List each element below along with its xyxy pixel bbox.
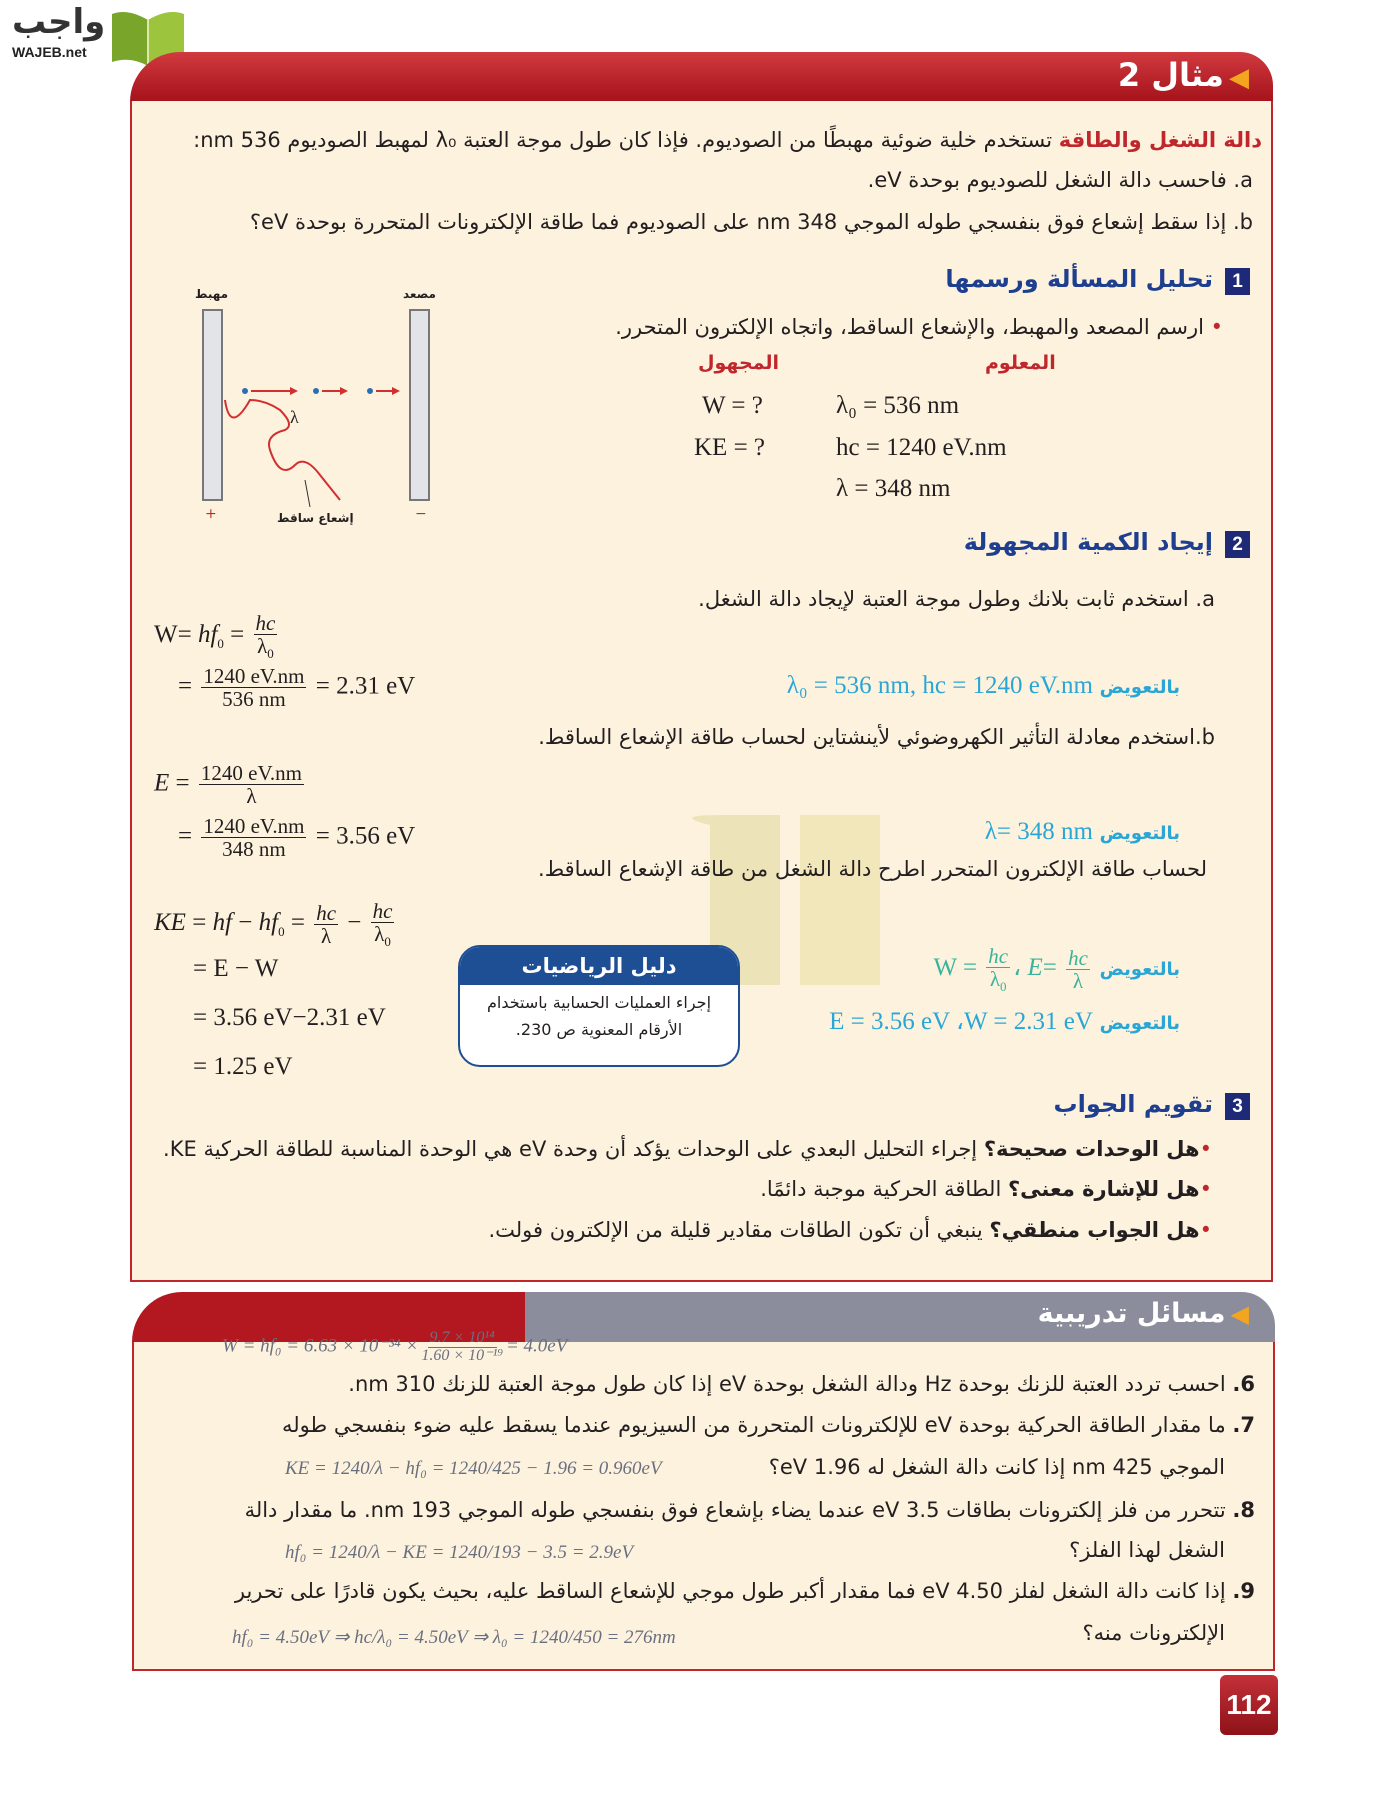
note-6: W = hf₀ = 6.63 × 10⁻³⁴ × $\frac{\text{9.7 × 10¹⁴}}{\text{1.60 × 10⁻¹⁹}}$ = 4.0eV	[222, 1329, 568, 1364]
practice-item-6: 6. احسب تردد العتبة للزنك بوحدة Hz ودالة الشغل بوحدة eV إذا كان طول موجة العتبة للزنك 310 nm.	[348, 1372, 1255, 1396]
known-lambda: λ = 348 nm	[836, 475, 951, 502]
example-title: ◀ مثال 2	[1117, 56, 1249, 94]
practice-item-7-cont: الموجي 425 nm إذا كانت دالة الشغل له 1.96 eV؟	[768, 1455, 1225, 1479]
step2-a: a. استخدم ثابت بلانك وطول موجة العتبة لإيجاد دالة الشغل.	[698, 587, 1215, 611]
minus-sign: −	[415, 506, 427, 522]
ke-step3: = 3.56 eV−2.31 eV	[193, 1004, 386, 1031]
incident-wave	[225, 400, 340, 500]
question-a: a. فاحسب دالة الشغل للصوديوم بوحدة eV.	[867, 168, 1253, 192]
known-label: المعلوم	[985, 352, 1056, 374]
ke-step4: = 1.25 eV	[193, 1053, 293, 1080]
practice-title: ◀ مسائل تدريبية	[1037, 1298, 1249, 1329]
practice-item-9: 9. إذا كانت دالة الشغل لفلز 4.50 eV فما مقدار أكبر طول موجي للإشعاع الساقط عليه، بحيث يكون قادرًا على تحرير	[234, 1579, 1255, 1603]
math-guide-line2: الأرقام المعنوية ص 230.	[515, 1020, 683, 1039]
practice-item-7: 7. ما مقدار الطاقة الحركية بوحدة eV للإلكترونات المتحررة من السيزيوم عندما يسقط عليه ضوء بنفسجي طوله	[281, 1413, 1255, 1437]
question-b: b. إذا سقط إشعاع فوق بنفسجي طوله الموجي 348 nm على الصوديوم فما طاقة الإلكترونات المتحررة بوحدة eV؟	[249, 210, 1253, 234]
unknown-ke: KE = ?	[694, 434, 766, 461]
e-result: = $\frac{1240 eV.nm}{348 nm}$ = 3.56 eV	[178, 814, 416, 862]
substitution-2: بالتعويض λ= 348 nm	[984, 818, 1180, 845]
step2-c: لحساب طاقة الإلكترون المتحرر اطرح دالة الشغل من طاقة الإشعاع الساقط.	[538, 857, 1207, 881]
lambda-label: λ	[290, 407, 299, 427]
cathode-label: مهبط	[195, 287, 229, 301]
unknown-w: W = ?	[702, 392, 763, 419]
note-9: hf₀ = 4.50eV ⇒ hc/λ₀ = 4.50eV ⇒ λ₀ = 1240/450 = 276nm	[232, 1627, 676, 1648]
anode-label: مصعد	[403, 287, 436, 301]
unknown-label: المجهول	[698, 352, 780, 374]
practice-item-8-cont: الشغل لهذا الفلز؟	[1069, 1538, 1225, 1562]
w-equation: $W= hf_0$ = $\frac{hc}{\lambda_0}$	[154, 611, 276, 662]
electron-arrows	[242, 387, 400, 395]
step3-heading: 3تقويم الجواب	[1054, 1090, 1250, 1120]
arrow-left-icon: ◀	[1229, 63, 1249, 93]
example-banner	[130, 52, 1273, 102]
substitution-3: بالتعويض W = $\frac{hc}{\lambda_0}$ ، E= $\frac{hc}{\lambda}$	[933, 944, 1180, 995]
ke-equation: KE = hf − $hf_0$ = $\frac{hc}{\lambda}$ − $\frac{hc}{\lambda_0}$	[154, 899, 393, 950]
check-item: •هل للإشارة معنى؟ الطاقة الحركية موجبة دائمًا.	[760, 1177, 1212, 1201]
step1-bullet: • ارسم المصعد والمهبط، والإشعاع الساقط، واتجاه الإلكترون المتحرر.	[615, 315, 1223, 339]
check-item: •هل الجواب منطقي؟ ينبغي أن تكون الطاقات مقادير قليلة من الإلكترون فولت.	[488, 1218, 1212, 1242]
substitution-4: بالتعويض E = 3.56 eV ،W = 2.31 eV	[829, 1008, 1180, 1035]
incident-label: إشعاع ساقط	[277, 511, 354, 525]
known-lambda0: λ₀ = 536 nm	[836, 392, 960, 419]
step1-heading: 1تحليل المسألة ورسمها	[945, 265, 1250, 295]
note-7: KE = 1240/λ − hf₀ = 1240/425 − 1.96 = 0.960eV	[285, 1458, 662, 1479]
step2-b: b.استخدم معادلة التأثير الكهروضوئي لأينشتاين لحساب طاقة الإشعاع الساقط.	[538, 725, 1215, 749]
practice-item-9-cont: الإلكترونات منه؟	[1082, 1621, 1225, 1645]
arrow-left-icon: ◀	[1230, 1300, 1249, 1328]
math-guide-line1: إجراء العمليات الحسابية باستخدام	[486, 993, 712, 1012]
photocell-diagram	[185, 285, 455, 535]
e-equation: E = $\frac{1240 eV.nm}{\lambda}$	[154, 761, 303, 809]
logo-text: واجب	[12, 2, 106, 42]
note-8: hf₀ = 1240/λ − KE = 1240/193 − 3.5 = 2.9eV	[285, 1542, 634, 1563]
page-number: 112	[1220, 1675, 1278, 1735]
practice-item-8: 8. تتحرر من فلز إلكترونات بطاقات 3.5 eV عندما يضاء بإشعاع فوق بنفسجي طوله الموجي 193 nm. ما مقدار دالة	[244, 1498, 1255, 1522]
math-guide-box[interactable]	[458, 945, 740, 1067]
diagram-lines	[185, 285, 455, 535]
known-hc: hc = 1240 eV.nm	[836, 434, 1007, 461]
math-guide-title: دليل الرياضيات	[460, 947, 738, 985]
intro-line: دالة الشغل والطاقة تستخدم خلية ضوئية مهبطًا من الصوديوم. فإذا كان طول موجة العتبة λ₀ لمهبط الصوديوم 536 nm:	[193, 128, 1262, 152]
ke-step2: = E − W	[193, 955, 279, 982]
check-item: •هل الوحدات صحيحة؟ إجراء التحليل البعدي على الوحدات يؤكد أن وحدة eV هي الوحدة المناسبة للطاقة الحركية KE.	[163, 1137, 1212, 1161]
step2-heading: 2إيجاد الكمية المجهولة	[964, 528, 1250, 558]
substitution-1: بالتعويض λ₀ = 536 nm, hc = 1240 eV.nm	[786, 672, 1180, 699]
plus-sign: +	[205, 506, 217, 522]
logo-sub: WAJEB.net	[12, 44, 87, 60]
w-result: = $\frac{1240 eV.nm}{536 nm}$ = 2.31 eV	[178, 664, 416, 712]
